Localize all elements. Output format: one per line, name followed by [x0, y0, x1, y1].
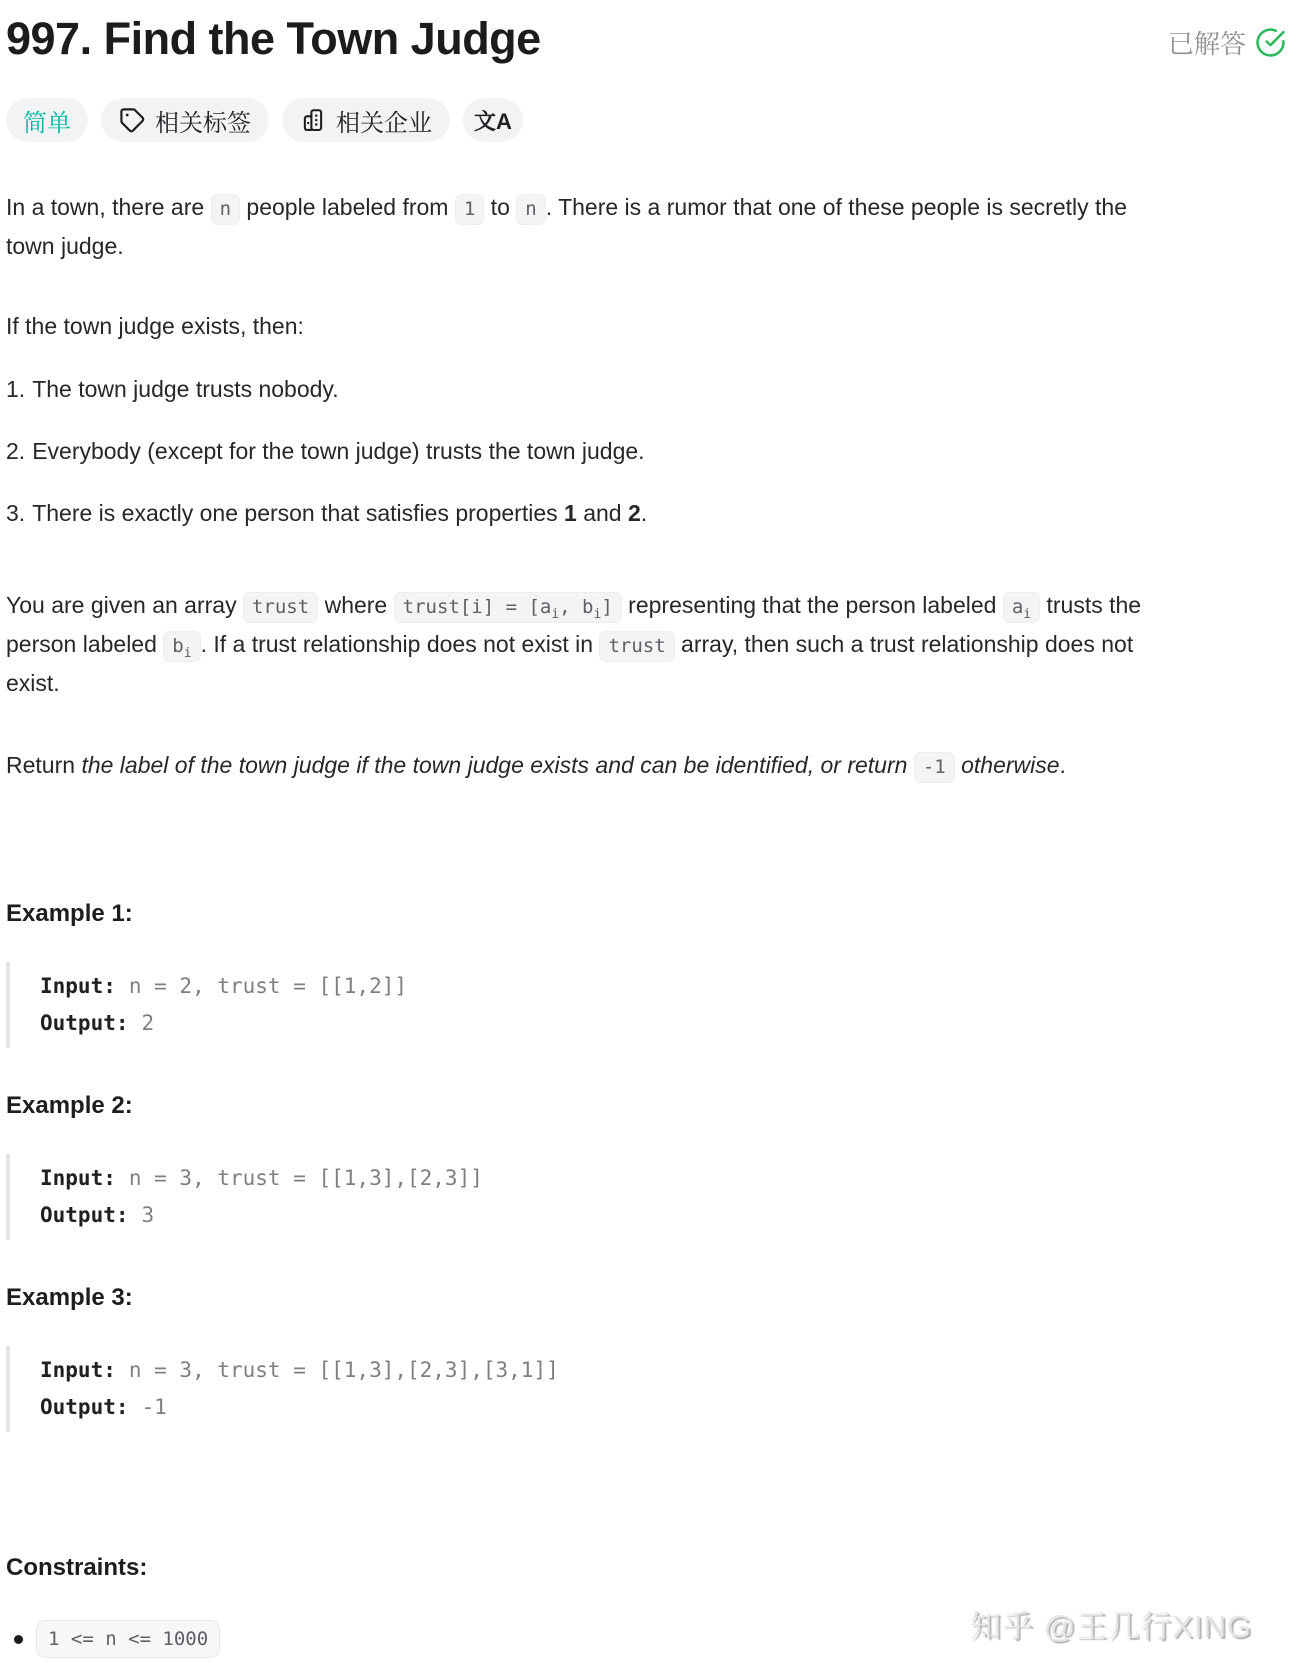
constraint-code: 1 <= n <= 1000: [36, 1620, 220, 1658]
example-2-title: Example 2:: [6, 1092, 133, 1119]
translate-icon: 文A: [474, 108, 512, 134]
constraints-title: Constraints:: [6, 1554, 148, 1581]
example-2: [6, 1092, 1288, 1240]
solved-status: [1168, 24, 1286, 61]
trust-array-paragraph: You are given an array trust where trust[i] = [$a_i$, $b_i$] representing that the person labeled $a_i$ trusts the person labeled $b_i$ . If a trust relationship does not exist in trust array, then such a trust relationship does not exist.: [6, 592, 1142, 696]
return-paragraph: Return the label of the town judge if the town judge exists and can be identified, or return -1 otherwise.: [6, 746, 1146, 785]
rules-list: [6, 370, 1178, 533]
related-tags-button[interactable]: [101, 98, 269, 142]
rule-item-2: 2. Everybody (except for the town judge) trusts the town judge.: [6, 438, 645, 464]
example-2-block: [6, 1154, 1288, 1240]
example-2-output: Output: 3: [40, 1203, 155, 1227]
example-1: [6, 900, 1288, 1048]
example-3-title: Example 3:: [6, 1284, 133, 1311]
tag-icon: [119, 107, 145, 133]
rule-item-1: 1. The town judge trusts nobody.: [6, 376, 339, 402]
translate-button[interactable]: [463, 98, 523, 142]
badges-row: [6, 98, 1288, 142]
example-3: [6, 1284, 1288, 1432]
example-1-title: Example 1:: [6, 900, 133, 927]
building-icon: [300, 107, 326, 133]
example-1-input: Input: n = 2, trust = [[1,2]]: [40, 974, 408, 998]
check-circle-icon: [1255, 27, 1286, 58]
example-2-input: Input: n = 3, trust = [[1,3],[2,3]]: [40, 1166, 483, 1190]
related-companies-label: 相关企业: [336, 109, 432, 137]
condition-paragraph: If the town judge exists, then:: [6, 313, 304, 339]
example-3-input: Input: n = 3, trust = [[1,3],[2,3],[3,1]]: [40, 1358, 559, 1382]
page-title: 997. Find the Town Judge: [6, 13, 541, 64]
related-companies-button[interactable]: [282, 98, 450, 142]
difficulty-badge[interactable]: 简单: [6, 98, 88, 142]
related-tags-label: 相关标签: [155, 109, 251, 137]
solved-label: 已解答: [1167, 29, 1246, 59]
intro-paragraph: In a town, there are n people labeled from 1 to n . There is a rumor that one of these people is secretly the town judge.: [6, 194, 1127, 259]
bullet-dot: [14, 1635, 23, 1644]
example-3-block: [6, 1346, 1288, 1432]
problem-description: [6, 188, 1178, 785]
problem-header: [6, 14, 1288, 64]
example-3-output: Output: -1: [40, 1395, 167, 1419]
watermark: 知乎 @王几行XING: [970, 1609, 1252, 1644]
example-1-block: [6, 962, 1288, 1048]
rule-item-3: 3. There is exactly one person that satisfies properties 1 and 2.: [6, 500, 648, 526]
example-1-output: Output: 2: [40, 1011, 155, 1035]
